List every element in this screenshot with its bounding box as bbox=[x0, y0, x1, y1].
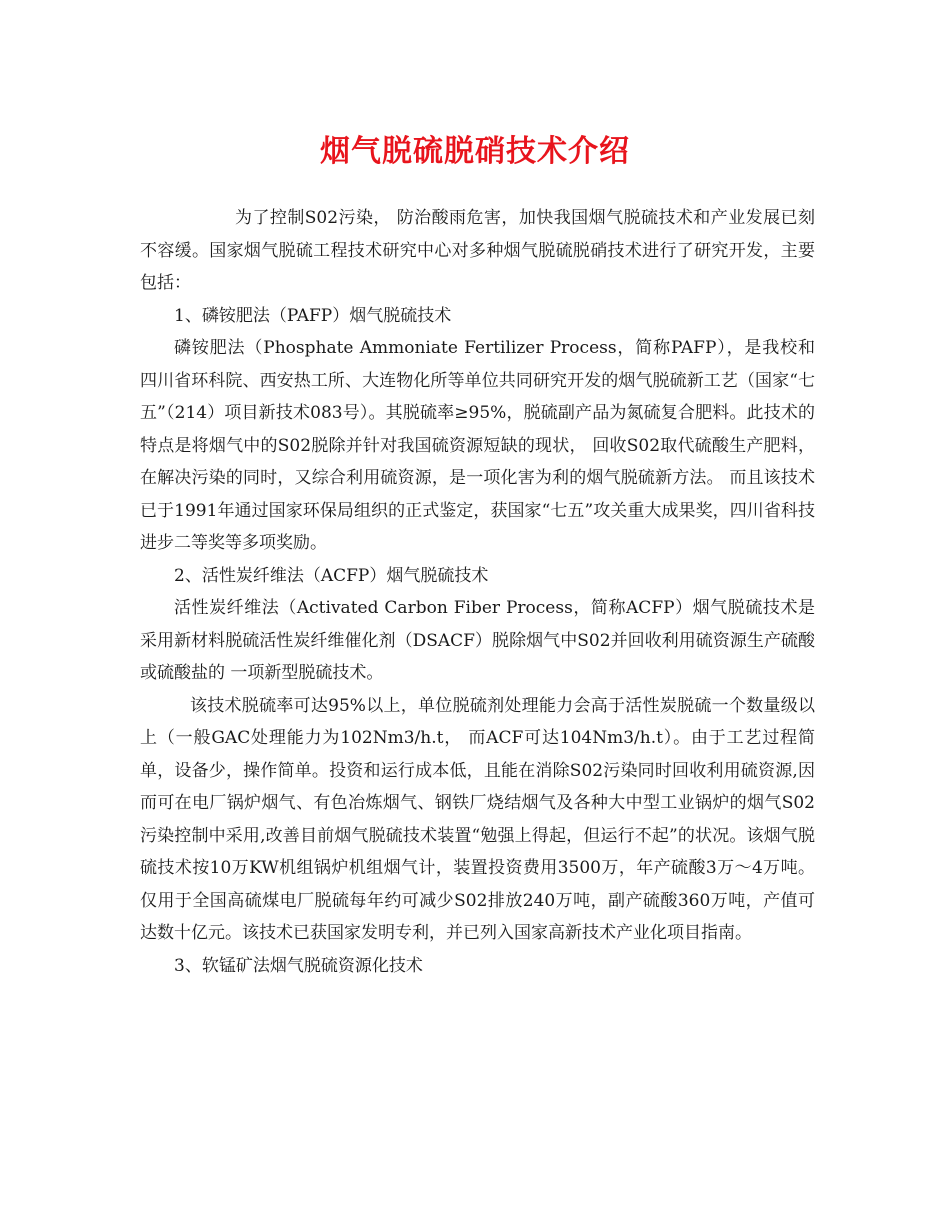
page-title: 烟气脱硫脱硝技术介绍 bbox=[320, 134, 630, 169]
section-heading-manganese: 3、软锰矿法烟气脱硫资源化技术 bbox=[174, 955, 423, 976]
paragraph-intro: 为了控制S02污染， 防治酸雨危害，加快我国烟气脱硫技术和产业发展已刻不容缓。国家烟气脱硫工程技术研究中心对多种烟气脱硫脱硝技术进行了研究开发，主要包括： bbox=[140, 208, 815, 293]
section-heading-pafp: 1、磷铵肥法（PAFP）烟气脱硫技术 bbox=[174, 305, 452, 326]
paragraph-acfp-intro: 活性炭纤维法（Activated Carbon Fiber Process，简称ACFP）烟气脱硫技术是采用新材料脱硫活性炭纤维催化剂（DSACF）脱除烟气中S02并回收利用硫资源生产硫酸或硫酸盐的 一项新型脱硫技术。 bbox=[140, 598, 815, 683]
paragraph-pafp: 磷铵肥法（Phosphate Ammoniate Fertilizer Process，简称PAFP），是我校和四川省环科院、西安热工所、大连物化所等单位共同研究开发的烟气脱硫新工艺（国家“七五”（214）项目新技术083号）。其脱硫率≥95%，脱硫副产品为氮硫复合肥料。此技术的特点是将烟气中的S02脱除并针对我国硫资源短缺的现状， 回收S02取代硫酸生产肥料，在解决污染的同时，又综合利用硫资源，是一项化害为利的烟气脱硫新方法。 而且该技术已于1991年通过国家环保局组织的正式鉴定，获国家“七五”攻关重大成果奖，四川省科技进步二等奖等多项奖励。 bbox=[140, 338, 815, 553]
section-heading-acfp: 2、活性炭纤维法（ACFP）烟气脱硫技术 bbox=[174, 565, 489, 586]
document-body bbox=[140, 202, 815, 982]
paragraph-acfp-detail: 该技术脱硫率可达95%以上，单位脱硫剂处理能力会高于活性炭脱硫一个数量级以上（一般GAC处理能力为102Nm3/h.t， 而ACF可达104Nm3/h.t）。由于工艺过程简单，设备少，操作简单。投资和运行成本低，且能在消除S02污染同时回收利用硫资源,因而可在电厂锅炉烟气、有色冶炼烟气、钢铁厂烧结烟气及各种大中型工业锅炉的烟气S02污染控制中采用,改善目前烟气脱硫技术装置“勉强上得起，但运行不起”的状况。该烟气脱硫技术按10万KW机组锅炉机组烟气计，装置投资费用3500万，年产硫酸3万～4万吨。仅用于全国高硫煤电厂脱硫每年约可减少S02排放240万吨，副产硫酸360万吨，产值可达数十亿元。该技术已获国家发明专利，并已列入国家高新技术产业化项目指南。 bbox=[140, 695, 815, 943]
